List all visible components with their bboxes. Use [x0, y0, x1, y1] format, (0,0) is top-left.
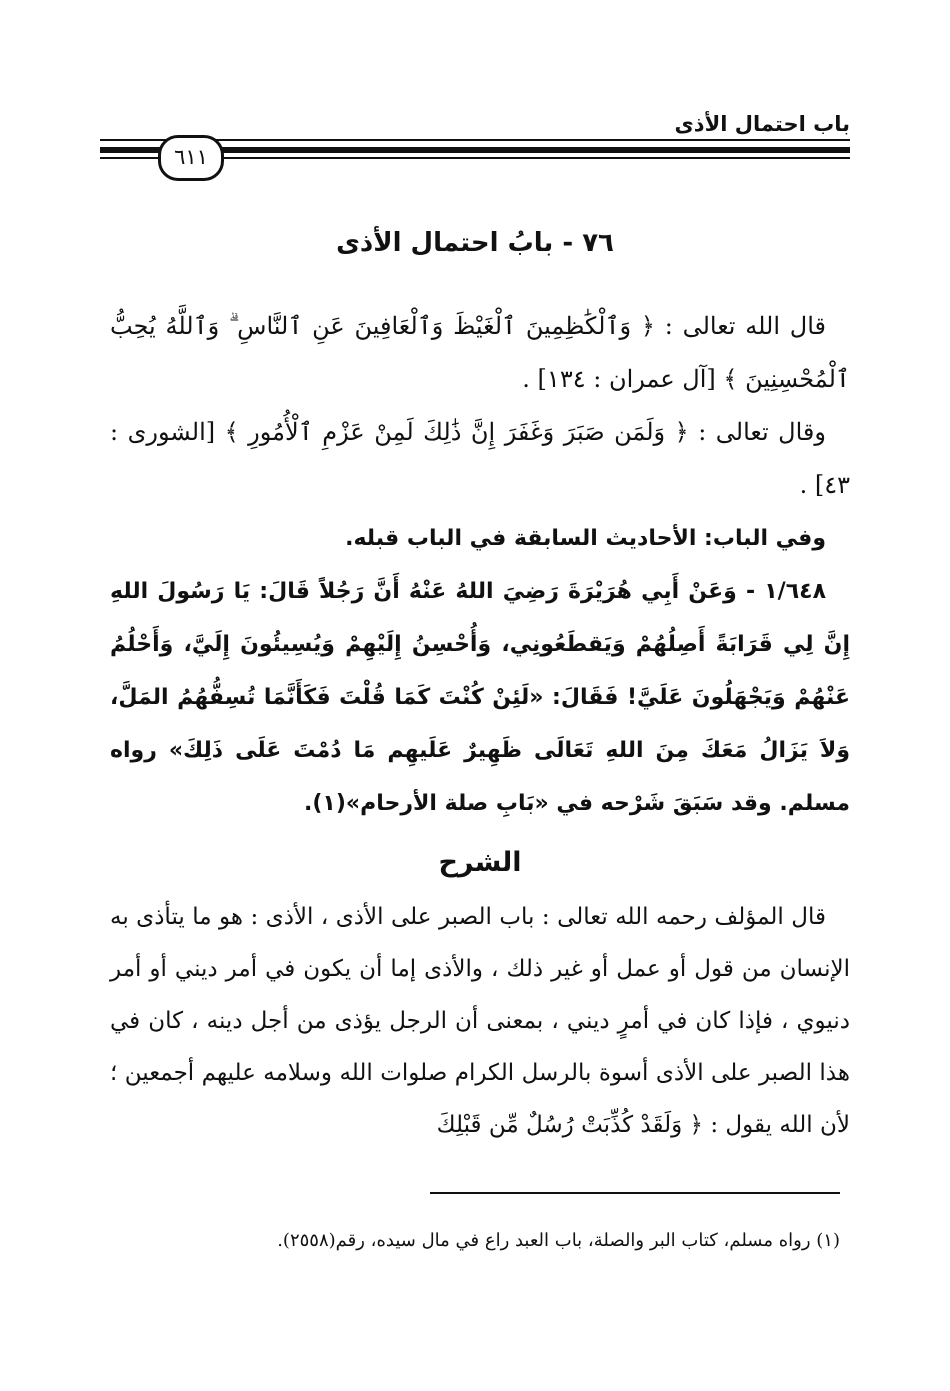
running-title: باب احتمال الأذى	[674, 112, 850, 136]
page-number: ٦١١	[158, 135, 224, 181]
verse-paragraph: وقال تعالى : ﴿ وَلَمَن صَبَرَ وَغَفَرَ إِنَّ ذَٰلِكَ لَمِنْ عَزْمِ ٱلْأُمُورِ ﴾ [الشورى : ٤٣] .	[110, 418, 850, 499]
commentary-paragraph: قال المؤلف رحمه الله تعالى : باب الصبر على الأذى ، الأذى : هو ما يتأذى به الإنسان من قول أو عمل أو غير ذلك ، والأذى إما أن يكون في أمر ديني أو أمر دنيوي ، فإذا كان في أمرٍ ديني ، بمعنى أن الرجل يؤذى من أجل دينه ، كان في هذا الصبر على الأذى أسوة بالرسل الكرام صلوات الله وسلامه عليهم أجمعين ؛ لأن الله يقول : ﴿ وَلَقَدْ كُذِّبَتْ رُسُلٌ مِّن قَبْلِكَ	[110, 904, 850, 1138]
commentary-heading: الشرح	[438, 847, 522, 878]
footnote: (١) رواه مسلم، كتاب البر والصلة، باب العبد راع في مال سيده، رقم(٢٥٥٨).	[277, 1230, 840, 1251]
footnote-divider	[430, 1192, 840, 1194]
verse-paragraph: قال الله تعالى : ﴿ وَٱلْكَٰظِمِينَ ٱلْغَيْظَ وَٱلْعَافِينَ عَنِ ٱلنَّاسِ ۗ وَٱللَّهُ يُحِبُّ ٱلْمُحْسِنِينَ ﴾ [آل عمران : ١٣٤] .	[110, 312, 850, 393]
section-note: وفي الباب: الأحاديث السابقة في الباب قبله.	[345, 526, 826, 551]
hadith-paragraph: ١/٦٤٨ - وَعَنْ أَبِي هُرَيْرَةَ رَضِيَ اللهُ عَنْهُ أَنَّ رَجُلاً قَالَ: يَا رَسُولَ اللهِ إِنَّ لِي قَرَابَةً أَصِلُهُمْ وَيَقطَعُونِي، وَأُحْسِنُ إِلَيْهِمْ وَيُسِيئُونَ إِلَيَّ، وَأَحْلُمُ عَنْهُمْ وَيَجْهَلُونَ عَلَيَّ! فَقَالَ: «لَئِنْ كُنْتَ كَمَا قُلْتَ فَكَأَنَّمَا تُسِفُّهُمُ المَلَّ، وَلاَ يَزَالُ مَعَكَ مِنَ اللهِ تَعَالَى ظَهِيرٌ عَلَيهِم مَا دُمْتَ عَلَى ذَلِكَ» رواه مسلم. وقد سَبَقَ شَرْحه في «بَابِ صلة الأرحام»(١).	[110, 579, 850, 816]
page-body	[110, 300, 850, 1151]
page-header	[100, 108, 850, 178]
chapter-title: ٧٦ - بابُ احتمال الأذى	[336, 228, 614, 258]
